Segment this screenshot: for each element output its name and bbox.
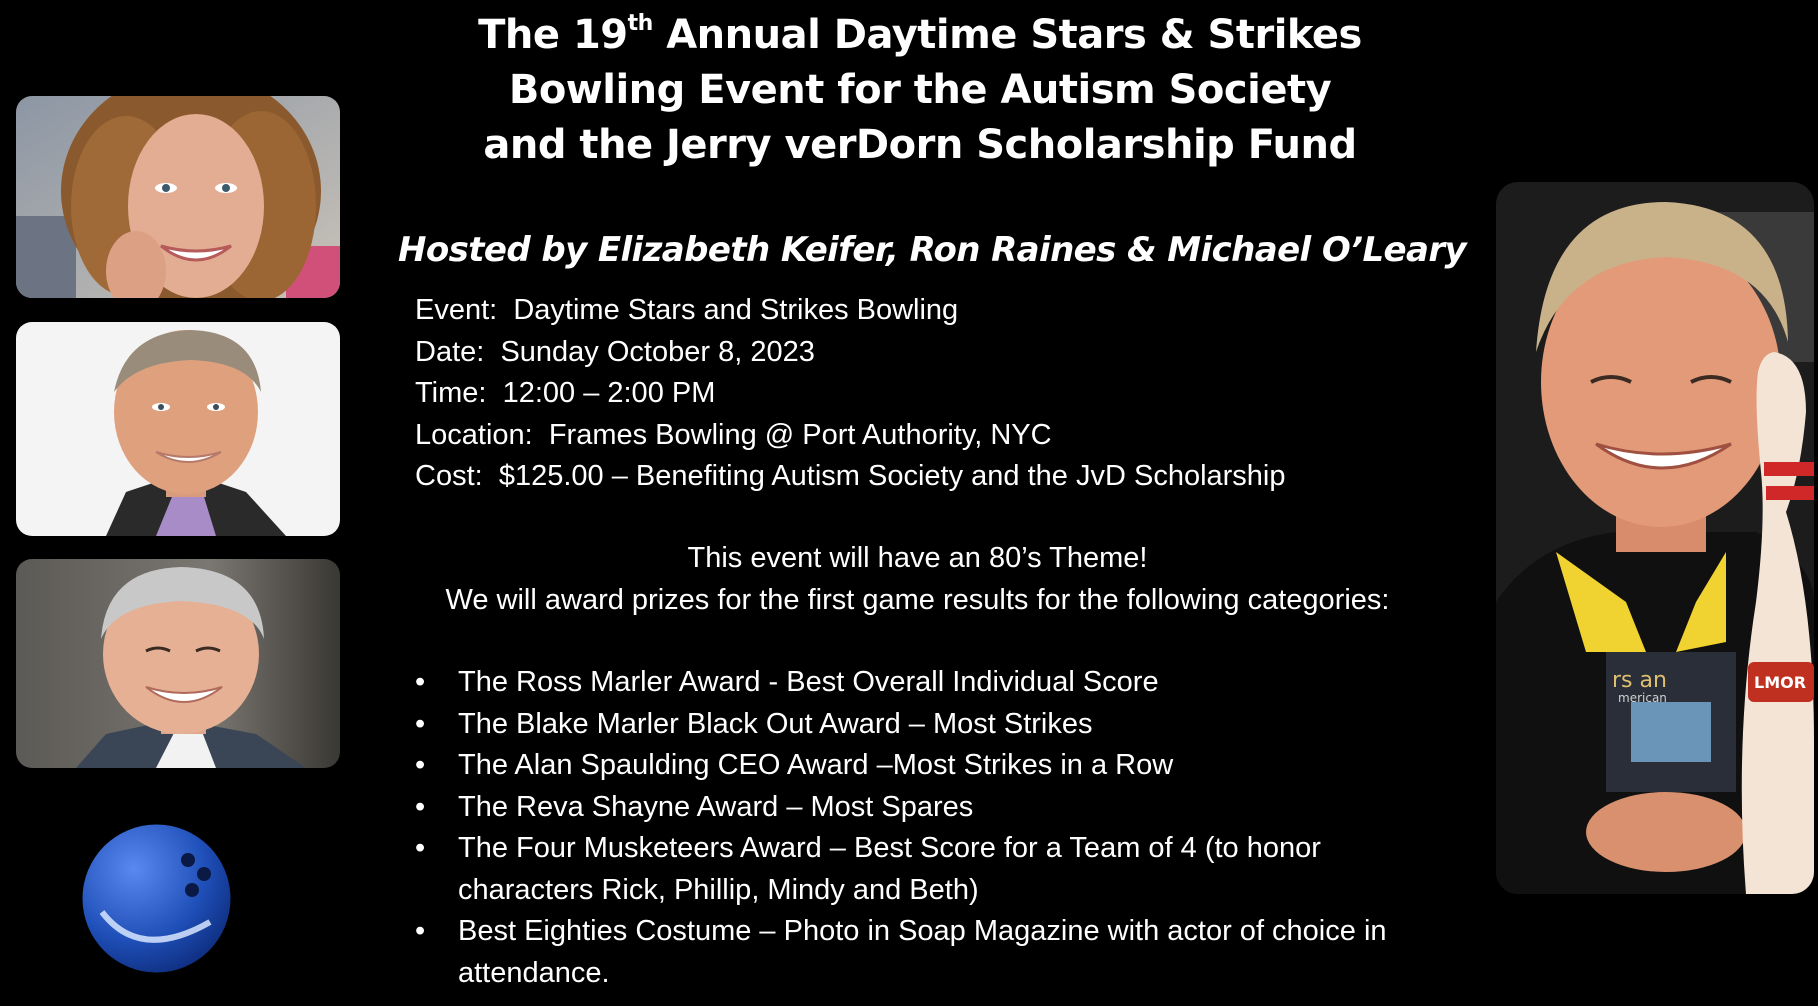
shirt-text: rs an xyxy=(1612,668,1667,693)
host-photo-man-2 xyxy=(16,559,340,768)
prizes-intro: We will award prizes for the first game results for the following categories: xyxy=(445,583,1390,616)
title-line-2: Bowling Event for the Autism Society xyxy=(508,67,1332,113)
award-item: • The Blake Marler Black Out Award – Most Strikes xyxy=(415,704,1425,746)
award-item: • The Alan Spaulding CEO Award –Most Strikes in a Row xyxy=(415,745,1425,787)
event-details xyxy=(415,290,1415,498)
event-title xyxy=(400,8,1440,173)
shirt-subtext: merican xyxy=(1618,691,1667,705)
theme-announcement xyxy=(440,538,1395,621)
detail-event xyxy=(415,290,1415,332)
award-item: • The Reva Shayne Award – Most Spares xyxy=(415,787,1425,829)
detail-label: Date: xyxy=(415,335,485,368)
host-photo-woman xyxy=(16,96,340,298)
award-item: • The Four Musketeers Award – Best Score for a Team of 4 (to honor characters Rick, Phillip, Mindy and Beth) xyxy=(415,828,1425,911)
award-item: • Best Eighties Costume – Photo in Soap Magazine with actor of choice in attendance. xyxy=(415,911,1425,994)
detail-value: Daytime Stars and Strikes Bowling xyxy=(513,294,959,326)
detail-cost xyxy=(415,456,1415,498)
title-line-1-post: Annual Daytime Stars & Strikes xyxy=(652,12,1362,58)
detail-label: Time: xyxy=(415,377,487,409)
detail-value: Frames Bowling @ Port Authority, NYC xyxy=(548,418,1052,451)
title-ordinal-suffix: th xyxy=(627,11,653,36)
detail-date xyxy=(415,332,1415,374)
hosted-by: Hosted by Elizabeth Keifer, Ron Raines & Michael O’Leary xyxy=(398,230,1467,270)
award-item: • The Ross Marler Award - Best Overall Individual Score xyxy=(415,662,1425,704)
theme-line: This event will have an 80’s Theme! xyxy=(687,542,1148,574)
detail-value: 12:00 – 2:00 PM xyxy=(502,377,716,409)
detail-label: Event: xyxy=(415,294,498,326)
detail-label: Cost: xyxy=(415,460,483,492)
bowling-ball-icon xyxy=(80,822,233,975)
detail-location xyxy=(415,415,1415,457)
detail-time xyxy=(415,373,1415,415)
host-photo-man-1 xyxy=(16,322,340,536)
pin-logo-text: LMOR xyxy=(1754,673,1807,692)
title-line-1-pre: The 19 xyxy=(478,12,628,58)
detail-value: $125.00 – Benefiting Autism Society and the JvD Scholarship xyxy=(498,460,1286,492)
detail-value: Sunday October 8, 2023 xyxy=(500,335,815,368)
title-line-3: and the Jerry verDorn Scholarship Fund xyxy=(483,122,1357,168)
awards-list xyxy=(415,662,1425,994)
detail-label: Location: xyxy=(415,418,533,451)
title-line-1 xyxy=(400,8,1440,63)
honoree-photo-jerry-verdorn xyxy=(1496,182,1814,894)
